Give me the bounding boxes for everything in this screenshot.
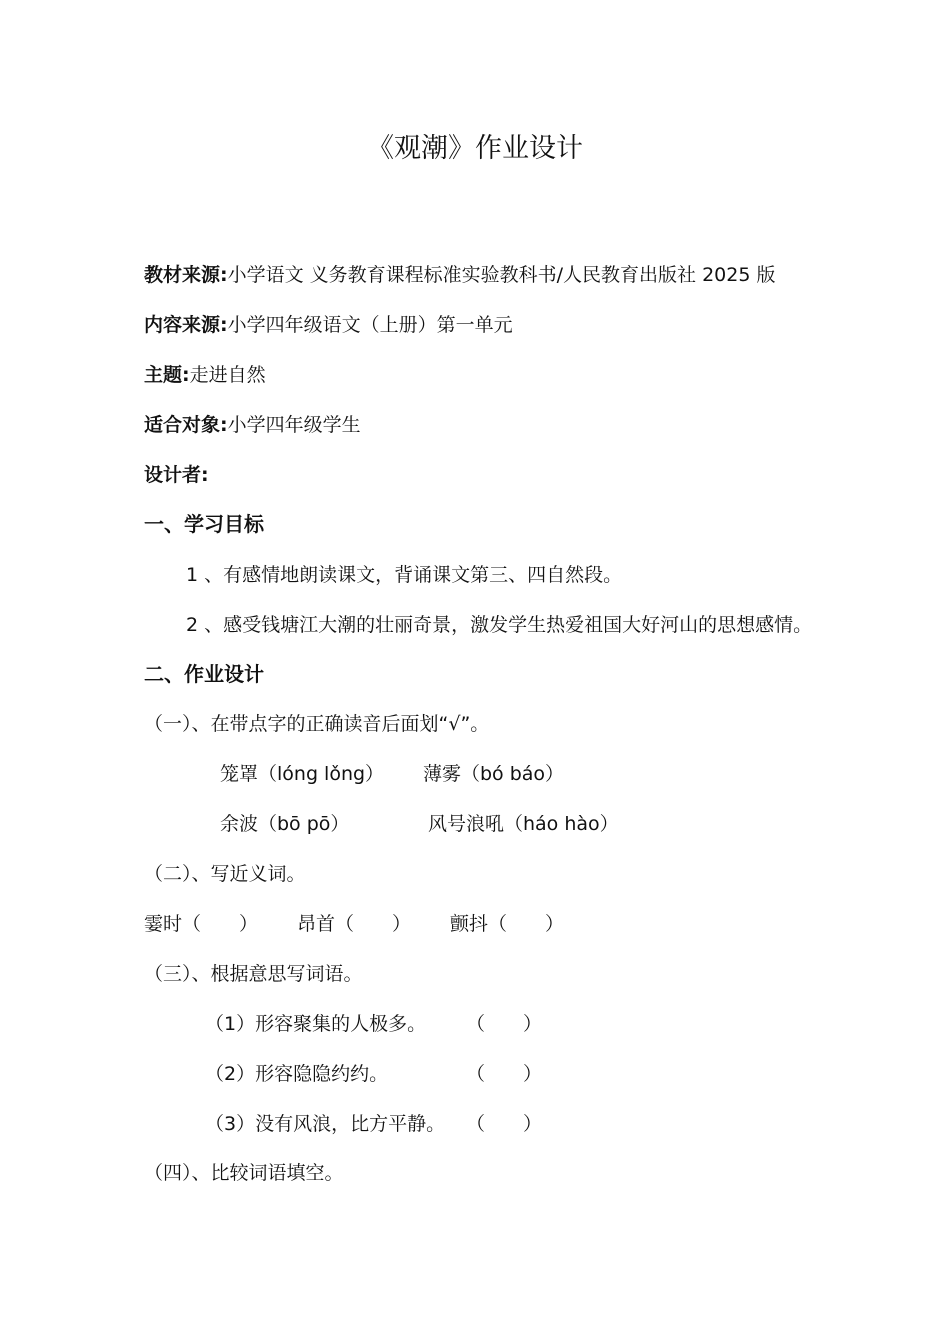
meta-value: 走进自然 bbox=[189, 364, 266, 386]
answer-blank: （ ） bbox=[466, 1063, 543, 1085]
pinyin-item: 薄雾（bó báo） bbox=[423, 763, 565, 785]
meta-value: 小学四年级语文（上册）第一单元 bbox=[227, 314, 513, 336]
synonym-item: 昂首（ ） bbox=[297, 913, 412, 935]
meaning-item: （2）形容隐隐约约。 bbox=[205, 1063, 389, 1085]
meaning-item: （3）没有风浪，比方平静。 bbox=[205, 1113, 446, 1135]
goal-item: 1 、有感情地朗读课文，背诵课文第三、四自然段。 bbox=[186, 564, 623, 586]
section-heading-goals: 一、学习目标 bbox=[144, 512, 264, 536]
meta-designer bbox=[144, 463, 209, 487]
meta-audience bbox=[144, 413, 361, 437]
meta-label: 适合对象: bbox=[144, 414, 228, 436]
answer-blank: （ ） bbox=[466, 1113, 543, 1135]
answer-blank: （ ） bbox=[466, 1013, 543, 1035]
page-title: 《观潮》作业设计 bbox=[367, 133, 583, 164]
synonym-item: 霎时（ ） bbox=[144, 913, 259, 935]
question-3-title: （三）、根据意思写词语。 bbox=[144, 963, 363, 985]
pinyin-item: 余波（bō pō） bbox=[220, 813, 350, 835]
synonym-item: 颤抖（ ） bbox=[450, 913, 565, 935]
pinyin-item: 笼罩（lóng lǒng） bbox=[220, 763, 385, 785]
question-1-title: （一）、在带点字的正确读音后面划“√”。 bbox=[144, 713, 490, 735]
meaning-item: （1）形容聚集的人极多。 bbox=[205, 1013, 427, 1035]
goal-item: 2 、感受钱塘江大潮的壮丽奇景，激发学生热爱祖国大好河山的思想感情。 bbox=[186, 614, 813, 636]
meta-label: 设计者: bbox=[144, 464, 209, 486]
meta-content-source bbox=[144, 313, 513, 337]
section-heading-homework: 二、作业设计 bbox=[144, 662, 264, 686]
meta-theme bbox=[144, 363, 266, 387]
meta-label: 主题: bbox=[144, 364, 190, 386]
meta-value: 小学语文 义务教育课程标准实验教科书/人民教育出版社 2025 版 bbox=[227, 264, 776, 286]
meta-label: 教材来源: bbox=[144, 264, 228, 286]
pinyin-item: 风号浪吼（háo hào） bbox=[428, 813, 619, 835]
question-2-title: （二）、写近义词。 bbox=[144, 863, 306, 885]
meta-textbook-source bbox=[144, 263, 776, 287]
question-4-title: （四）、比较词语填空。 bbox=[144, 1162, 344, 1184]
meta-label: 内容来源: bbox=[144, 314, 228, 336]
meta-value: 小学四年级学生 bbox=[227, 414, 361, 436]
